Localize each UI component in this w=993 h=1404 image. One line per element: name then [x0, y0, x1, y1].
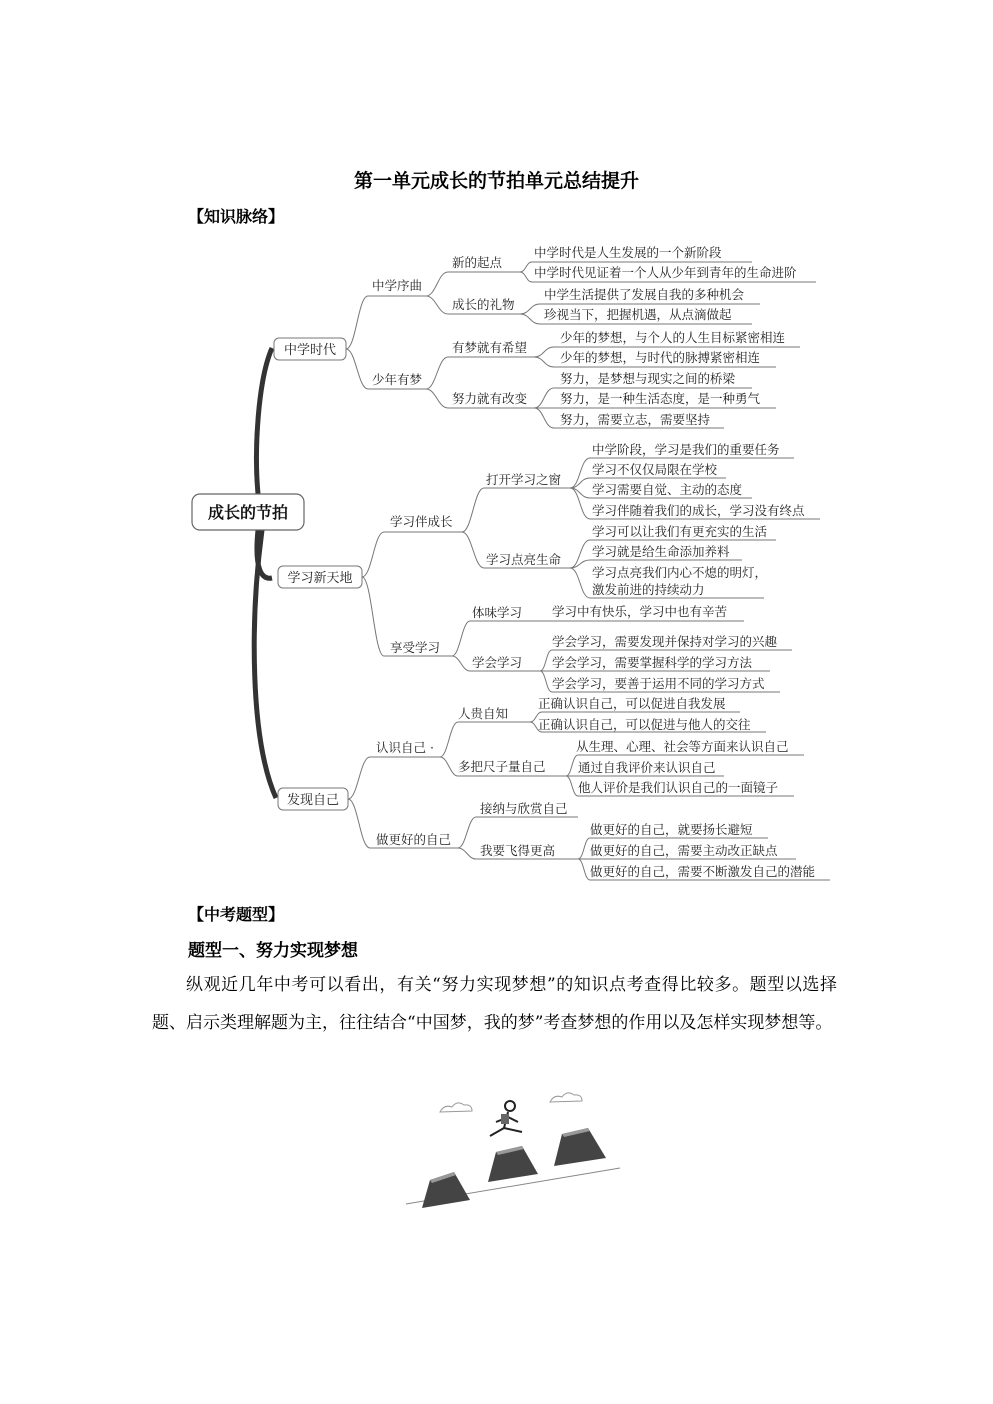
leaf-3-2-4: 激发前进的持续动力 [592, 582, 705, 597]
leaf-5-2-3: 他人评价是我们认识自己的一面镜子 [578, 780, 779, 795]
page-title: 第一单元成长的节拍单元总结提升 [353, 170, 639, 192]
leaf-1-1-2: 中学时代见证着一个人从少年到青年的生命进阶 [534, 265, 797, 280]
sub-renshi-ziji: 认识自己 · [376, 740, 434, 755]
node-ren-gui-zizhi: 人贵自知 [458, 706, 509, 721]
node-tiwei-xuexi: 体味学习 [472, 605, 523, 620]
leaf-5-1-1: 正确认识自己，可以促进自我发展 [538, 696, 726, 711]
cloud-left [440, 1103, 472, 1112]
node-you-meng-xiwang: 有梦就有希望 [452, 340, 528, 355]
leaf-2-1-2: 少年的梦想，与时代的脉搏紧密相连 [560, 350, 761, 365]
leaf-2-2-3: 努力，需要立志，需要坚持 [560, 412, 711, 427]
leaf-3-2-2: 学习就是给生命添加养料 [592, 544, 730, 559]
leaf-3-1-4: 学习伴随着我们的成长，学习没有终点 [592, 503, 805, 518]
node-chengzhang-liwu: 成长的礼物 [452, 297, 515, 312]
leaf-6-2-3: 做更好的自己，需要不断激发自己的潜能 [590, 864, 816, 879]
leaf-3-2-1: 学习可以让我们有更充实的生活 [592, 524, 768, 539]
leaf-3-1-2: 学习不仅仅局限在学校 [592, 462, 718, 477]
leaf-6-2-1: 做更好的自己，就要扬长避短 [590, 822, 753, 837]
sub-zuo-genghao-de-ziji: 做更好的自己 [376, 832, 452, 847]
leaf-3-1-3: 学习需要自觉、主动的态度 [592, 482, 743, 497]
node-nuli-gaibian: 努力就有改变 [452, 391, 528, 406]
leaf-4-2-2: 学会学习，需要掌握科学的学习方法 [552, 655, 753, 670]
sub-xiangshou-xuexi: 享受学习 [390, 640, 441, 655]
leaf-4-1-1: 学习中有快乐，学习中也有辛苦 [552, 604, 728, 619]
section-heading-knowledge: 【知识脉络】 [188, 207, 285, 226]
book-3-icon [554, 1128, 606, 1166]
leaf-1-2-2: 珍视当下，把握机遇，从点滴做起 [544, 307, 732, 322]
node-wo-yao-fei-de-genggao: 我要飞得更高 [480, 843, 556, 858]
runner-books-illustration [400, 1082, 630, 1210]
leaf-5-1-2: 正确认识自己，可以促进与他人的交往 [538, 717, 751, 732]
leaf-5-2-1: 从生理、心理、社会等方面来认识自己 [576, 739, 789, 754]
leaf-6-2-2: 做更好的自己，需要主动改正缺点 [590, 843, 778, 858]
leaf-3-2-3: 学习点亮我们内心不熄的明灯， [592, 565, 768, 580]
question-type-heading: 题型一、努力实现梦想 [188, 941, 358, 961]
sub-shaonian-youmeng: 少年有梦 [372, 372, 423, 387]
book-1-icon [422, 1172, 470, 1208]
node-jiena-xinshang: 接纳与欣赏自己 [480, 801, 568, 816]
runner-icon [490, 1101, 522, 1136]
branch-zhongxue-shidai: 中学时代 [283, 343, 337, 358]
sub-xuexi-ban-chengzhang: 学习伴成长 [390, 514, 453, 529]
leaf-4-2-3: 学会学习，要善于运用不同的学习方式 [552, 676, 765, 691]
leaf-4-2-1: 学会学习，需要发现并保持对学习的兴趣 [552, 634, 778, 649]
leaf-2-1-1: 少年的梦想，与个人的人生目标紧密相连 [560, 330, 786, 345]
node-xuehui-xuexi: 学会学习 [472, 655, 523, 670]
leaf-2-2-2: 努力，是一种生活态度，是一种勇气 [560, 391, 761, 406]
book-2-icon [488, 1146, 538, 1182]
mind-map-trunk [254, 348, 276, 798]
leaf-1-2-1: 中学生活提供了发展自我的多种机会 [544, 287, 745, 302]
node-dakai-xuexi-zhi-chuang: 打开学习之窗 [486, 472, 562, 487]
section-heading-exam: 【中考题型】 [188, 905, 285, 924]
sub-zhongxue-xuqu: 中学序曲 [372, 278, 423, 293]
leaf-2-2-1: 努力，是梦想与现实之间的桥梁 [560, 371, 736, 386]
leaf-1-1-1: 中学时代是人生发展的一个新阶段 [534, 245, 722, 260]
question-type-paragraph: 纵观近几年中考可以看出，有关“努力实现梦想”的知识点考查得比较多。题型以选择题、启示类理解题为主，往往结合“中国梦，我的梦”考查梦想的作用以及怎样实现梦想等。 [152, 975, 837, 1033]
root-node: 成长的节拍 [207, 503, 289, 522]
cloud-right [550, 1093, 582, 1102]
node-duo-ba-chizi: 多把尺子量自己 [458, 759, 546, 774]
leaf-3-1-1: 中学阶段，学习是我们的重要任务 [592, 442, 780, 457]
branch-xuexi-xin-tiandi: 学习新天地 [287, 571, 353, 586]
node-xin-de-qidian: 新的起点 [452, 255, 503, 270]
branch-faxian-ziji: 发现自己 [286, 793, 340, 808]
node-xuexi-dianliang-shengming: 学习点亮生命 [486, 552, 562, 567]
leaf-5-2-2: 通过自我评价来认识自己 [578, 760, 716, 775]
